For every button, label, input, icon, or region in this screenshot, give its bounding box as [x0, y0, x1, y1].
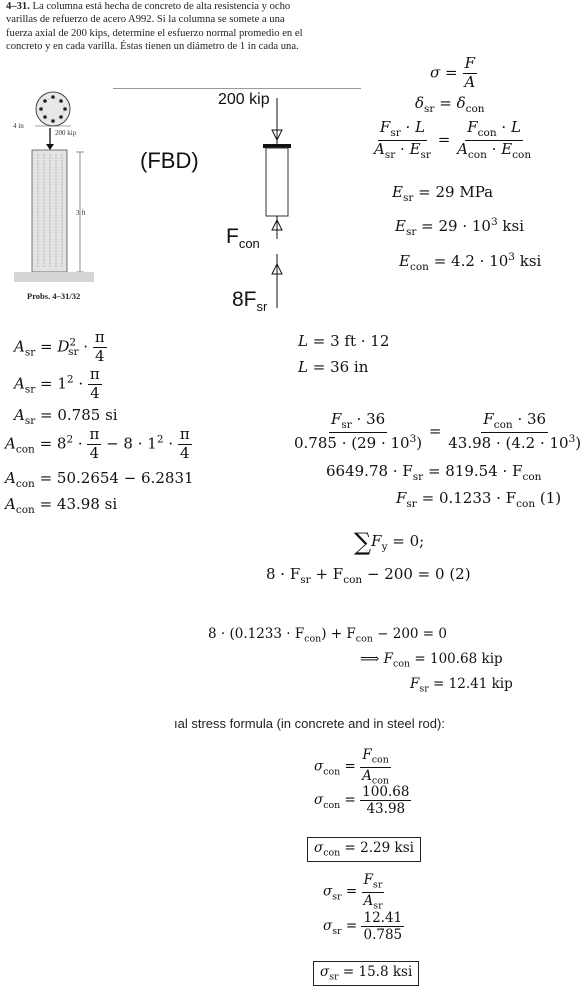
eq-a-sr-1: $A_{sr} = D^2_{sr}$ · $\frac{\pi}{4}$ [14, 328, 105, 365]
eq-a-con-2: $A_{con} = 50.2654 - 6.2831$ [5, 469, 194, 490]
divider-line [113, 88, 361, 89]
column-figure [10, 86, 110, 296]
fbd-label: (FBD) [140, 148, 199, 173]
problem-number: 4–31. [6, 1, 30, 12]
eq-e-con: $E_{con} = 4.2 \cdot 10^3$ ksi [399, 251, 542, 273]
eq-big-ratio: $\frac{F_{sr} \cdot 36}{0.785 \cdot (29 \cdot 10^3)}$ = $\frac{F_{con} \cdot 36}{43.98 \cdot (4.2 \cdot 10^3)}$ [294, 410, 581, 453]
eq-l-1: L = 3 ft · 12 [298, 332, 390, 350]
eq-sigma-con-2: $\sigma_{con}$ = $\frac{100.68}{43.98}$ [314, 784, 410, 818]
fbd-diagram [254, 94, 294, 312]
eq-f-con-result: ⟹ $F_{con} = 100.68$ kip [360, 651, 503, 670]
eq-sigma-con-1: $\sigma_{con}$ = $\frac{F_{con}}{A_{con}}$ [314, 747, 389, 787]
eq-a-con-1: $A_{con} = 8^2$ · $\frac{\pi}{4}$ − $8 \cdot 1^2$ · $\frac{\pi}{4}$ [5, 425, 190, 462]
sigma-sr-result-box: $\sigma_{sr} = 15.8$ ksi [313, 961, 419, 986]
stress-caption: ıal stress formula (in concrete and in steel rod): [174, 716, 445, 731]
figure-dim-diameter: 4 in [13, 122, 24, 130]
eq-sum-fy: $\sum F_y = 0$; [354, 528, 425, 556]
fbd-fsr-label: $8F_{sr}$ [232, 288, 268, 315]
eq-relation-1: $6649.78 \cdot F_{sr} = 819.54 \cdot F_{con}$ [326, 462, 542, 483]
sigma-con-result-box: $\sigma_{con} = 2.29$ ksi [307, 837, 421, 862]
eq-compat: $\frac{F_{sr} \cdot L}{A_{sr} \cdot E_{sr}}$ = $\frac{F_{con} \cdot L}{A_{con} \cdot E_{con}}$ [374, 118, 532, 162]
eq-f-sr-result: $F_{sr} = 12.41$ kip [410, 676, 513, 695]
fbd-load-label: 200 kip [218, 91, 270, 108]
eq-sigma-sr-2: $\sigma_{sr}$ = $\frac{12.41}{0.785}$ [323, 910, 403, 944]
eq-a-con-3: $A_{con} = 43.98$ si [5, 495, 118, 516]
eq-relation-2: $F_{sr} = 0.1233 \cdot F_{con}$ (1) [396, 489, 562, 510]
figure-caption: Probs. 4–31/32 [27, 291, 81, 301]
eq-sigma-def: σ = $\frac{F}{A}$ [430, 54, 476, 91]
problem-text: La columna está hecha de concreto de alta resistencia y ocho varillas de refuerzo de acero A992. Si la columna se somete a una fuerza axial de 200 kips, determine el esfuerzo normal promedio en el concreto y en cada varilla. Éstas tienen un diámetro de 1 in cada una. [6, 1, 303, 52]
figure-load-label: 200 kip [55, 129, 77, 137]
eq-a-sr-3: $A_{sr} = 0.785$ si [14, 406, 118, 427]
eq-e-sr-2: $E_{sr} = 29 \cdot 10^3$ ksi [395, 216, 525, 238]
eq-e-sr-1: $E_{sr} = 29$ MPa [392, 183, 494, 204]
eq-a-sr-2: $A_{sr} = 1^2$ · $\frac{\pi}{4}$ [14, 365, 100, 402]
eq-equilibrium: $8 \cdot F_{sr} + F_{con} - 200 = 0$ (2) [266, 565, 471, 586]
fbd-fcon-label: $F_{con}$ [226, 225, 260, 252]
eq-l-2: L = 36 in [298, 358, 369, 376]
eq-substitution: $8 \cdot (0.1233 \cdot F_{con}) + F_{con} - 200 = 0$ [208, 626, 447, 645]
eq-delta: $\delta_{sr} = \delta_{con}$ [415, 94, 485, 115]
figure-height-label: 3 ft [76, 209, 86, 217]
problem-statement [6, 0, 306, 53]
eq-sigma-sr-1: $\sigma_{sr}$ = $\frac{F_{sr}}{A_{sr}}$ [323, 872, 383, 912]
